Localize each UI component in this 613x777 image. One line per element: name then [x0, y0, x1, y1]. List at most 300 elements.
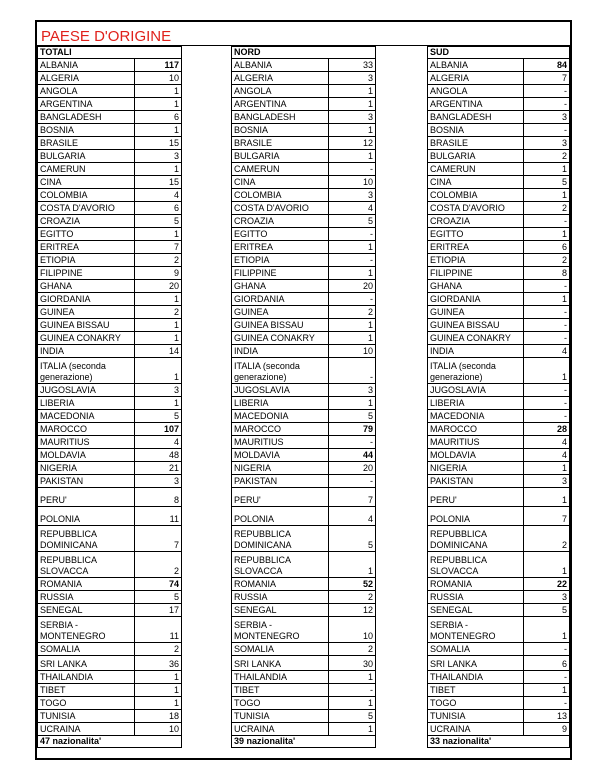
country-count: - — [524, 124, 570, 137]
table-row — [428, 176, 570, 189]
country-count: 1 — [524, 462, 570, 475]
table-row — [232, 507, 376, 526]
country-name: ANGOLA — [428, 85, 524, 98]
table-row — [38, 202, 182, 215]
country-name: COLOMBIA — [38, 189, 135, 202]
table-row — [232, 85, 376, 98]
country-count: 3 — [329, 72, 376, 85]
table-row — [428, 72, 570, 85]
country-count: 1 — [135, 293, 182, 306]
country-name: FILIPPINE — [232, 267, 329, 280]
table-row — [38, 358, 182, 384]
country-name: CROAZIA — [428, 215, 524, 228]
country-name: ALBANIA — [428, 59, 524, 72]
country-count: 3 — [524, 591, 570, 604]
table-sud — [427, 46, 570, 748]
country-name: GUINEA — [232, 306, 329, 319]
table-row — [38, 643, 182, 656]
country-name: THAILANDIA — [38, 671, 135, 684]
country-count: - — [524, 280, 570, 293]
country-count: 4 — [135, 436, 182, 449]
country-name: PAKISTAN — [428, 475, 524, 488]
table-row — [428, 462, 570, 475]
country-name: SENEGAL — [232, 604, 329, 617]
country-count: 1 — [329, 267, 376, 280]
country-count: - — [524, 397, 570, 410]
table-row — [232, 254, 376, 267]
country-name: ANGOLA — [38, 85, 135, 98]
country-count: 5 — [329, 410, 376, 423]
country-name: SRI LANKA — [232, 656, 329, 671]
country-count: - — [329, 293, 376, 306]
country-name: CAMERUN — [428, 163, 524, 176]
country-count: 1 — [329, 150, 376, 163]
country-name: SERBIA - MONTENEGRO — [38, 617, 135, 643]
table-row — [428, 137, 570, 150]
table-row — [38, 189, 182, 202]
table-row — [428, 111, 570, 124]
country-name: GIORDANIA — [38, 293, 135, 306]
table-row — [232, 578, 376, 591]
table-row — [232, 488, 376, 507]
table-row — [38, 578, 182, 591]
country-name: GUINEA BISSAU — [232, 319, 329, 332]
country-name: CINA — [38, 176, 135, 189]
country-name: COLOMBIA — [232, 189, 329, 202]
country-count: 52 — [329, 578, 376, 591]
country-count: 20 — [135, 280, 182, 293]
country-name: TUNISIA — [232, 710, 329, 723]
country-name: TIBET — [232, 684, 329, 697]
country-count: 7 — [524, 507, 570, 526]
country-name: ARGENTINA — [38, 98, 135, 111]
country-name: CAMERUN — [38, 163, 135, 176]
table-row — [232, 643, 376, 656]
table-row — [38, 604, 182, 617]
country-count: - — [524, 332, 570, 345]
country-count: 1 — [329, 697, 376, 710]
table-row — [232, 228, 376, 241]
table-row — [232, 137, 376, 150]
country-count: 10 — [329, 617, 376, 643]
table-row — [232, 241, 376, 254]
table-row — [428, 85, 570, 98]
table-row — [232, 267, 376, 280]
table-row — [38, 552, 182, 578]
country-name: ROMANIA — [38, 578, 135, 591]
table-row — [38, 85, 182, 98]
table-totali — [37, 46, 182, 748]
country-name: RUSSIA — [428, 591, 524, 604]
table-row — [38, 280, 182, 293]
country-count: 2 — [329, 591, 376, 604]
table-row — [428, 267, 570, 280]
country-count: 21 — [135, 462, 182, 475]
table-row — [232, 280, 376, 293]
table-row — [38, 684, 182, 697]
country-name: REPUBBLICA SLOVACCA — [428, 552, 524, 578]
country-count: 33 — [329, 59, 376, 72]
table-row — [38, 397, 182, 410]
country-name: BULGARIA — [38, 150, 135, 163]
table-row — [428, 643, 570, 656]
country-count: 7 — [135, 241, 182, 254]
country-count: 1 — [329, 319, 376, 332]
country-count: 36 — [135, 656, 182, 671]
table-row — [232, 384, 376, 397]
country-count: 6 — [135, 111, 182, 124]
table-row — [232, 410, 376, 423]
country-count: 3 — [329, 384, 376, 397]
country-count: 5 — [329, 526, 376, 552]
country-count: 1 — [135, 697, 182, 710]
country-count: 2 — [135, 306, 182, 319]
country-count: 3 — [524, 137, 570, 150]
country-count: - — [524, 410, 570, 423]
country-count: - — [329, 358, 376, 384]
country-name: REPUBBLICA SLOVACCA — [38, 552, 135, 578]
country-count: 1 — [329, 85, 376, 98]
country-name: CINA — [232, 176, 329, 189]
country-name: BOSNIA — [428, 124, 524, 137]
table-row — [428, 397, 570, 410]
country-count: - — [524, 85, 570, 98]
country-count: 1 — [524, 617, 570, 643]
country-count: 2 — [524, 202, 570, 215]
country-count: - — [329, 228, 376, 241]
table-row — [232, 449, 376, 462]
country-count: 1 — [524, 163, 570, 176]
table-row — [38, 306, 182, 319]
country-count: 1 — [135, 684, 182, 697]
table-row — [428, 697, 570, 710]
country-name: PAKISTAN — [38, 475, 135, 488]
table-row — [428, 410, 570, 423]
country-name: NIGERIA — [428, 462, 524, 475]
country-name: MAROCCO — [232, 423, 329, 436]
country-count: 48 — [135, 449, 182, 462]
country-count: 1 — [135, 397, 182, 410]
table-row — [38, 507, 182, 526]
country-name: COSTA D'AVORIO — [232, 202, 329, 215]
country-name: GUINEA BISSAU — [428, 319, 524, 332]
table-row — [428, 202, 570, 215]
country-name: ETIOPIA — [232, 254, 329, 267]
country-count: 3 — [524, 111, 570, 124]
table-row — [232, 591, 376, 604]
table-row — [232, 202, 376, 215]
country-name: ANGOLA — [232, 85, 329, 98]
table-row — [232, 124, 376, 137]
country-name: PERU' — [232, 488, 329, 507]
table-row — [428, 526, 570, 552]
country-count: 6 — [135, 202, 182, 215]
country-count: 20 — [329, 280, 376, 293]
country-name: MAURITIUS — [38, 436, 135, 449]
table-row — [232, 59, 376, 72]
nationality-count-footer: 39 nazionalita' — [232, 736, 376, 748]
country-name: COLOMBIA — [428, 189, 524, 202]
country-name: SERBIA - MONTENEGRO — [232, 617, 329, 643]
country-count: 15 — [135, 137, 182, 150]
country-count: 3 — [329, 189, 376, 202]
country-name: SRI LANKA — [38, 656, 135, 671]
report-sheet — [35, 20, 572, 760]
country-name: REPUBBLICA DOMINICANA — [38, 526, 135, 552]
country-name: BOSNIA — [232, 124, 329, 137]
country-count: 10 — [329, 345, 376, 358]
table-row — [232, 345, 376, 358]
country-count: 5 — [135, 410, 182, 423]
table-row — [38, 410, 182, 423]
country-count: 1 — [524, 684, 570, 697]
table-row — [232, 604, 376, 617]
country-name: MOLDAVIA — [232, 449, 329, 462]
country-count: 20 — [329, 462, 376, 475]
table-row — [232, 697, 376, 710]
country-count: 6 — [524, 241, 570, 254]
country-name: FILIPPINE — [428, 267, 524, 280]
country-count: - — [524, 215, 570, 228]
country-count: 8 — [524, 267, 570, 280]
country-name: GIORDANIA — [428, 293, 524, 306]
country-name: INDIA — [428, 345, 524, 358]
country-count: 5 — [524, 604, 570, 617]
table-row — [232, 98, 376, 111]
country-name: MACEDONIA — [38, 410, 135, 423]
country-name: GUINEA — [428, 306, 524, 319]
country-name: POLONIA — [38, 507, 135, 526]
country-count: 1 — [135, 163, 182, 176]
country-count: 10 — [135, 72, 182, 85]
country-name: SENEGAL — [38, 604, 135, 617]
country-count: 5 — [135, 591, 182, 604]
country-count: 79 — [329, 423, 376, 436]
country-count: - — [524, 319, 570, 332]
country-count: 44 — [329, 449, 376, 462]
country-name: MAURITIUS — [428, 436, 524, 449]
country-name: BULGARIA — [428, 150, 524, 163]
country-count: 84 — [524, 59, 570, 72]
country-count: 1 — [135, 332, 182, 345]
country-count: 1 — [329, 241, 376, 254]
country-count: 1 — [329, 723, 376, 736]
country-count: 1 — [329, 98, 376, 111]
country-name: ALBANIA — [38, 59, 135, 72]
table-row — [428, 617, 570, 643]
table-row — [428, 684, 570, 697]
country-name: GUINEA CONAKRY — [428, 332, 524, 345]
country-count: 10 — [135, 723, 182, 736]
country-count: 4 — [329, 202, 376, 215]
table-row — [38, 163, 182, 176]
country-name: NIGERIA — [38, 462, 135, 475]
table-row — [428, 306, 570, 319]
country-count: 1 — [524, 488, 570, 507]
table-row — [232, 72, 376, 85]
country-count: 2 — [524, 526, 570, 552]
country-name: LIBERIA — [38, 397, 135, 410]
country-name: MAROCCO — [428, 423, 524, 436]
country-count: 13 — [524, 710, 570, 723]
table-row — [38, 475, 182, 488]
country-name: TIBET — [38, 684, 135, 697]
country-name: EGITTO — [38, 228, 135, 241]
country-count: - — [524, 384, 570, 397]
country-name: UCRAINA — [232, 723, 329, 736]
country-name: POLONIA — [232, 507, 329, 526]
country-name: ITALIA (seconda generazione) — [38, 358, 135, 384]
table-row — [232, 215, 376, 228]
country-count: - — [524, 643, 570, 656]
table-row — [38, 111, 182, 124]
table-row — [38, 423, 182, 436]
table-row — [232, 656, 376, 671]
table-row — [38, 697, 182, 710]
table-row — [38, 228, 182, 241]
table-row — [232, 436, 376, 449]
table-row — [428, 280, 570, 293]
country-count: 2 — [135, 254, 182, 267]
table-row — [428, 507, 570, 526]
table-row — [232, 319, 376, 332]
country-count: 7 — [329, 488, 376, 507]
country-name: BANGLADESH — [38, 111, 135, 124]
country-name: MOLDAVIA — [38, 449, 135, 462]
country-name: GHANA — [428, 280, 524, 293]
country-name: BRASILE — [38, 137, 135, 150]
table-row — [38, 617, 182, 643]
country-count: 3 — [329, 111, 376, 124]
table-row — [428, 384, 570, 397]
table-row — [428, 423, 570, 436]
country-count: 5 — [329, 710, 376, 723]
country-count: 1 — [524, 189, 570, 202]
country-name: MACEDONIA — [232, 410, 329, 423]
country-count: 5 — [524, 176, 570, 189]
table-row — [232, 423, 376, 436]
table-row — [38, 241, 182, 254]
country-name: LIBERIA — [428, 397, 524, 410]
country-name: FILIPPINE — [38, 267, 135, 280]
country-name: ARGENTINA — [428, 98, 524, 111]
country-name: ERITREA — [38, 241, 135, 254]
table-row — [428, 475, 570, 488]
country-name: ALGERIA — [38, 72, 135, 85]
country-count: 1 — [135, 228, 182, 241]
country-count: 4 — [329, 507, 376, 526]
country-count: 1 — [135, 358, 182, 384]
table-row — [428, 710, 570, 723]
table-row — [38, 384, 182, 397]
table-row — [232, 176, 376, 189]
table-row — [428, 436, 570, 449]
table-row — [428, 723, 570, 736]
country-name: POLONIA — [428, 507, 524, 526]
country-count: - — [329, 684, 376, 697]
country-name: THAILANDIA — [428, 671, 524, 684]
country-name: GHANA — [38, 280, 135, 293]
country-name: TOGO — [38, 697, 135, 710]
country-name: TOGO — [428, 697, 524, 710]
country-count: 1 — [329, 671, 376, 684]
country-name: TUNISIA — [428, 710, 524, 723]
table-row — [232, 552, 376, 578]
country-name: ETIOPIA — [38, 254, 135, 267]
table-row — [428, 591, 570, 604]
table-row — [38, 59, 182, 72]
country-name: CROAZIA — [38, 215, 135, 228]
country-count: 17 — [135, 604, 182, 617]
table-row — [232, 293, 376, 306]
country-count: 4 — [524, 449, 570, 462]
table-row — [428, 189, 570, 202]
table-row — [38, 254, 182, 267]
country-count: 7 — [135, 526, 182, 552]
country-count: 3 — [135, 150, 182, 163]
country-name: RUSSIA — [232, 591, 329, 604]
country-name: JUGOSLAVIA — [428, 384, 524, 397]
country-count: 2 — [329, 643, 376, 656]
country-name: EGITTO — [232, 228, 329, 241]
table-row — [232, 526, 376, 552]
country-name: CAMERUN — [232, 163, 329, 176]
country-name: JUGOSLAVIA — [38, 384, 135, 397]
table-row — [38, 462, 182, 475]
country-name: GUINEA CONAKRY — [38, 332, 135, 345]
table-row — [232, 163, 376, 176]
table-row — [38, 436, 182, 449]
table-row — [38, 345, 182, 358]
country-count: 1 — [329, 124, 376, 137]
country-count: 4 — [135, 189, 182, 202]
country-count: 22 — [524, 578, 570, 591]
table-row — [38, 671, 182, 684]
country-name: ERITREA — [428, 241, 524, 254]
table-row — [38, 656, 182, 671]
table-row — [428, 293, 570, 306]
country-count: - — [329, 475, 376, 488]
country-name: CINA — [428, 176, 524, 189]
country-name: ALBANIA — [232, 59, 329, 72]
table-row — [232, 684, 376, 697]
country-count: 74 — [135, 578, 182, 591]
column-header: NORD — [232, 47, 376, 59]
country-name: GHANA — [232, 280, 329, 293]
country-count: 3 — [135, 475, 182, 488]
country-name: TUNISIA — [38, 710, 135, 723]
country-count: 10 — [329, 176, 376, 189]
country-name: BRASILE — [428, 137, 524, 150]
country-name: SOMALIA — [38, 643, 135, 656]
country-name: ROMANIA — [428, 578, 524, 591]
country-count: 6 — [524, 656, 570, 671]
country-name: ETIOPIA — [428, 254, 524, 267]
table-row — [38, 723, 182, 736]
table-row — [38, 72, 182, 85]
page-title: PAESE D'ORIGINE — [41, 28, 172, 45]
country-count: 1 — [329, 332, 376, 345]
country-name: ERITREA — [232, 241, 329, 254]
country-count: 12 — [329, 604, 376, 617]
table-row — [232, 358, 376, 384]
table-row — [428, 671, 570, 684]
table-row — [232, 111, 376, 124]
country-name: PERU' — [38, 488, 135, 507]
country-count: 1 — [524, 293, 570, 306]
country-name: JUGOSLAVIA — [232, 384, 329, 397]
country-count: - — [524, 98, 570, 111]
